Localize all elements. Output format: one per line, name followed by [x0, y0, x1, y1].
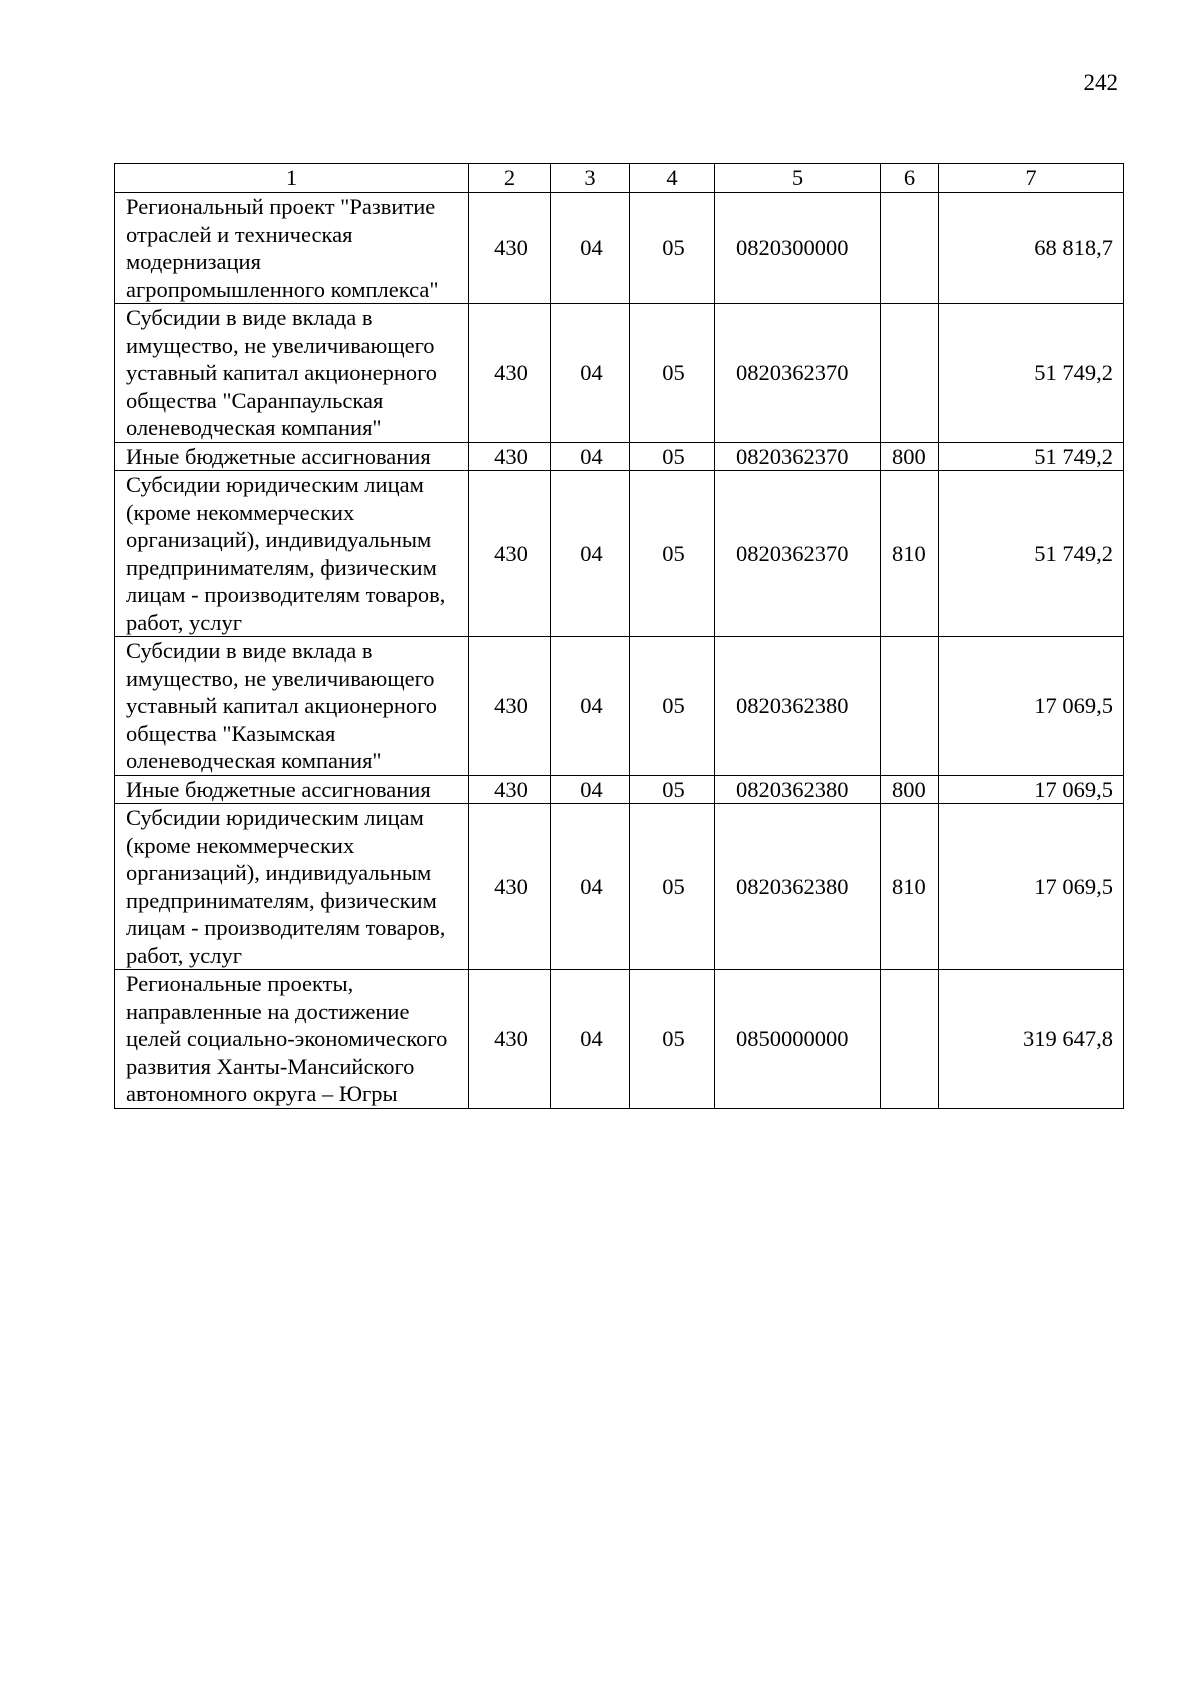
table-row — [115, 193, 1124, 304]
cell-sum: 17 069,5 — [939, 804, 1124, 970]
table-row — [115, 804, 1124, 970]
cell-pr: 05 — [630, 637, 715, 776]
cell-rz: 04 — [551, 471, 630, 637]
cell-rz: 04 — [551, 804, 630, 970]
cell-rz: 04 — [551, 970, 630, 1109]
cell-csr: 0820300000 — [715, 193, 881, 304]
table-row — [115, 970, 1124, 1109]
cell-pr: 05 — [630, 804, 715, 970]
cell-ved: 430 — [469, 442, 551, 471]
cell-rz: 04 — [551, 193, 630, 304]
cell-name: Субсидии юридическим лицам (кроме некоммерческих организаций), индивидуальным предпринимателям, физическим лицам - производителям товаров, работ, услуг — [115, 804, 469, 970]
table-row — [115, 637, 1124, 776]
cell-rz: 04 — [551, 775, 630, 804]
cell-csr: 0820362380 — [715, 637, 881, 776]
header-col-5: 5 — [715, 164, 881, 193]
cell-pr: 05 — [630, 775, 715, 804]
table-row — [115, 304, 1124, 443]
cell-sum: 51 749,2 — [939, 304, 1124, 443]
cell-ved: 430 — [469, 804, 551, 970]
header-col-2: 2 — [469, 164, 551, 193]
cell-vr — [881, 637, 939, 776]
table-row — [115, 442, 1124, 471]
cell-ved: 430 — [469, 637, 551, 776]
cell-sum: 319 647,8 — [939, 970, 1124, 1109]
cell-pr: 05 — [630, 471, 715, 637]
header-col-7: 7 — [939, 164, 1124, 193]
cell-pr: 05 — [630, 970, 715, 1109]
cell-vr: 810 — [881, 471, 939, 637]
cell-ved: 430 — [469, 970, 551, 1109]
cell-vr — [881, 304, 939, 443]
cell-sum: 17 069,5 — [939, 775, 1124, 804]
table-row — [115, 775, 1124, 804]
cell-name: Региональный проект "Развитие отраслей и техническая модернизация агропромышленного комплекса" — [115, 193, 469, 304]
header-col-4: 4 — [630, 164, 715, 193]
cell-rz: 04 — [551, 304, 630, 443]
cell-vr: 800 — [881, 775, 939, 804]
cell-vr: 810 — [881, 804, 939, 970]
cell-pr: 05 — [630, 193, 715, 304]
cell-ved: 430 — [469, 471, 551, 637]
cell-sum: 17 069,5 — [939, 637, 1124, 776]
cell-vr — [881, 970, 939, 1109]
cell-ved: 430 — [469, 775, 551, 804]
cell-name: Иные бюджетные ассигнования — [115, 442, 469, 471]
cell-pr: 05 — [630, 442, 715, 471]
cell-name: Субсидии в виде вклада в имущество, не увеличивающего уставный капитал акционерного общества "Саранпаульская оленеводческая компания" — [115, 304, 469, 443]
cell-vr: 800 — [881, 442, 939, 471]
cell-vr — [881, 193, 939, 304]
header-col-6: 6 — [881, 164, 939, 193]
header-col-1: 1 — [115, 164, 469, 193]
cell-rz: 04 — [551, 637, 630, 776]
cell-ved: 430 — [469, 304, 551, 443]
page-number: 242 — [1083, 70, 1118, 95]
cell-name: Региональные проекты, направленные на достижение целей социально-экономического развития Ханты-Мансийского автономного округа – Югры — [115, 970, 469, 1109]
cell-csr: 0850000000 — [715, 970, 881, 1109]
cell-pr: 05 — [630, 304, 715, 443]
cell-csr: 0820362370 — [715, 304, 881, 443]
cell-sum: 51 749,2 — [939, 471, 1124, 637]
cell-rz: 04 — [551, 442, 630, 471]
cell-sum: 51 749,2 — [939, 442, 1124, 471]
cell-csr: 0820362370 — [715, 442, 881, 471]
cell-csr: 0820362370 — [715, 471, 881, 637]
table-header-row — [115, 164, 1124, 193]
cell-ved: 430 — [469, 193, 551, 304]
cell-name: Иные бюджетные ассигнования — [115, 775, 469, 804]
table-row — [115, 471, 1124, 637]
budget-table — [114, 163, 1124, 1109]
cell-name: Субсидии в виде вклада в имущество, не увеличивающего уставный капитал акционерного общества "Казымская оленеводческая компания" — [115, 637, 469, 776]
cell-csr: 0820362380 — [715, 804, 881, 970]
cell-sum: 68 818,7 — [939, 193, 1124, 304]
cell-csr: 0820362380 — [715, 775, 881, 804]
header-col-3: 3 — [551, 164, 630, 193]
cell-name: Субсидии юридическим лицам (кроме некоммерческих организаций), индивидуальным предпринимателям, физическим лицам - производителям товаров, работ, услуг — [115, 471, 469, 637]
